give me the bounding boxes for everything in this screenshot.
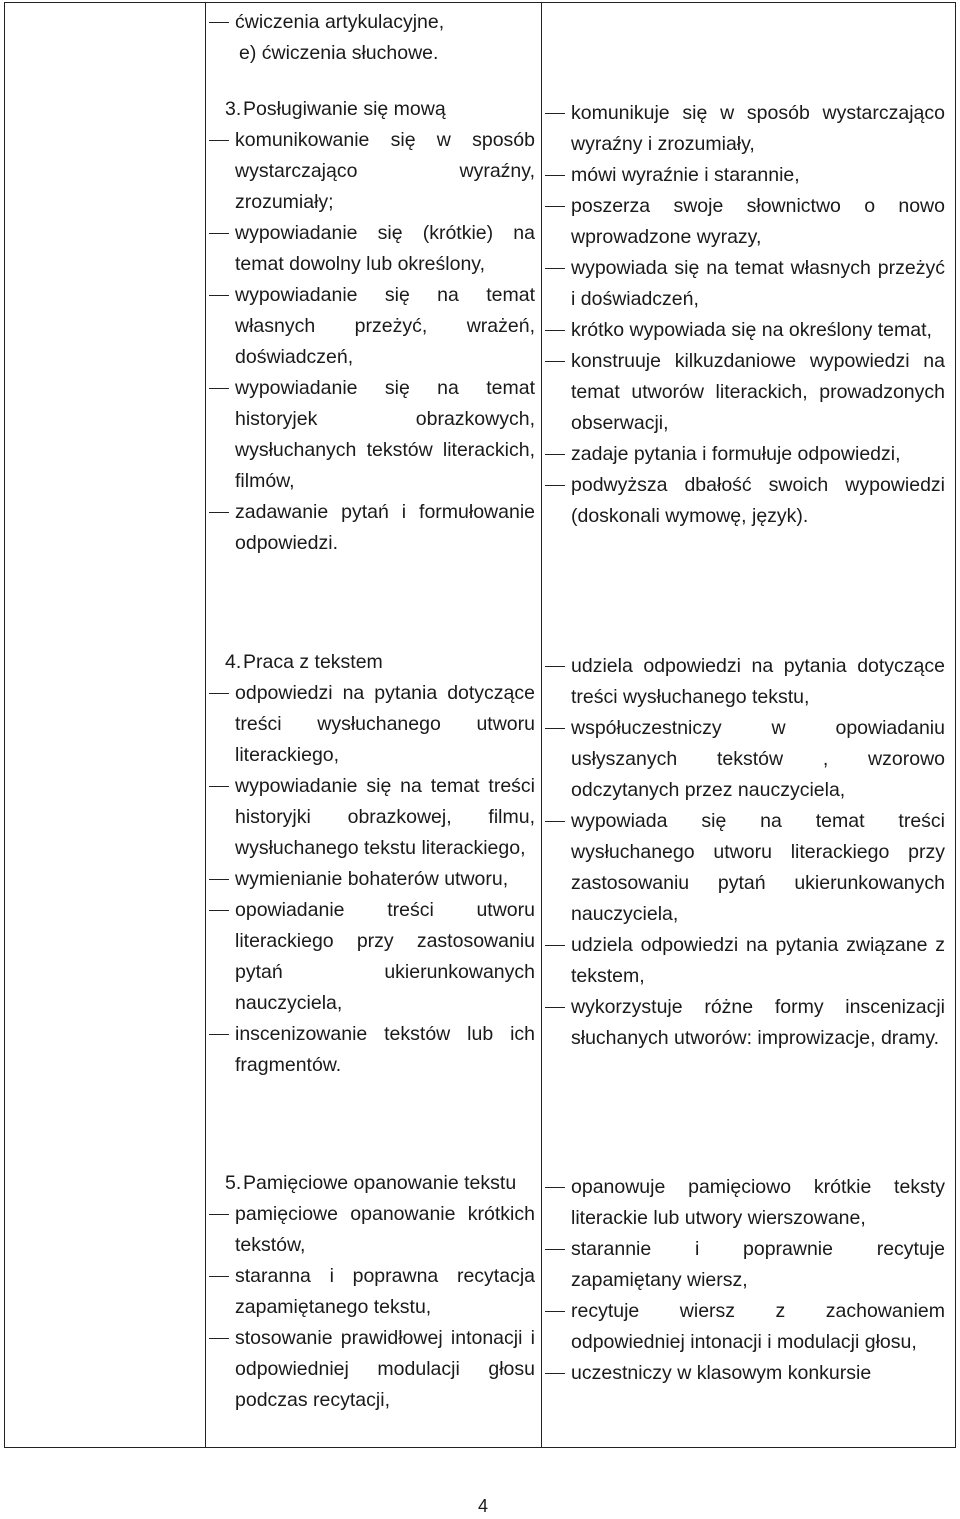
list-item: udziela odpowiedzi na pytania dotyczące treści wysłuchanego tekstu, — [545, 651, 945, 713]
row-continuation-middle — [209, 7, 535, 69]
row-text-work-middle — [209, 647, 535, 1081]
list-item: wymienianie bohaterów utworu, — [209, 864, 535, 895]
list-item: pamięciowe opanowanie krótkich tekstów, — [209, 1199, 535, 1261]
list-item: uczestniczy w klasowym konkursie — [545, 1358, 945, 1389]
section-title: Posługiwanie się mową — [243, 98, 446, 120]
section-title: Pamięciowe opanowanie tekstu — [243, 1172, 517, 1194]
bullet-list — [545, 1172, 945, 1389]
list-item: współuczestniczy w opowiadaniu usłyszanych tekstów , wzorowo odczytanych przez nauczyciela, — [545, 713, 945, 806]
list-item: odpowiedzi na pytania dotyczące treści wysłuchanego utworu literackiego, — [209, 678, 535, 771]
page-number: 4 — [477, 1496, 488, 1516]
section-heading — [209, 1168, 535, 1199]
row-speech-middle — [209, 94, 535, 559]
list-item: wypowiada się na temat treści wysłuchanego utworu literackiego przy zastosowaniu pytań ukierunkowanych nauczyciela, — [545, 806, 945, 930]
bullet-list — [209, 7, 535, 38]
list-item: opanowuje pamięciowo krótkie teksty literackie lub utwory wierszowane, — [545, 1172, 945, 1234]
list-item: wypowiadanie się (krótkie) na temat dowolny lub określony, — [209, 218, 535, 280]
section-number: 3. — [225, 98, 242, 120]
list-item: krótko wypowiada się na określony temat, — [545, 315, 945, 346]
list-item: starannie i poprawnie recytuje zapamiętany wiersz, — [545, 1234, 945, 1296]
section-number: 4. — [225, 651, 242, 673]
list-item: wypowiadanie się na temat historyjek obrazkowych, wysłuchanych tekstów literackich, filmów, — [209, 373, 535, 497]
list-item: stosowanie prawidłowej intonacji i odpowiedniej modulacji głosu podczas recytacji, — [209, 1323, 535, 1416]
list-item: komunikuje się w sposób wystarczająco wyraźny i zrozumiały, — [545, 98, 945, 160]
list-item: wypowiada się na temat własnych przeżyć i doświadczeń, — [545, 253, 945, 315]
section-title: Praca z tekstem — [243, 651, 383, 673]
bullet-list — [209, 1199, 535, 1416]
list-item: opowiadanie treści utworu literackiego przy zastosowaniu pytań ukierunkowanych nauczyciela, — [209, 895, 535, 1019]
bullet-list — [209, 678, 535, 1081]
row-memorization-middle — [209, 1168, 535, 1416]
column-divider-left — [205, 2, 206, 1448]
column-divider-right — [541, 2, 542, 1448]
list-item: inscenizowanie tekstów lub ich fragmentów. — [209, 1019, 535, 1081]
section-heading — [209, 94, 535, 125]
row-memorization-right — [545, 1172, 945, 1389]
bullet-list — [545, 651, 945, 1054]
list-item: ćwiczenia artykulacyjne, — [209, 7, 535, 38]
section-number: 5. — [225, 1172, 242, 1194]
list-item: konstruuje kilkuzdaniowe wypowiedzi na temat utworów literackich, prowadzonych obserwacji, — [545, 346, 945, 439]
list-item: recytuje wiersz z zachowaniem odpowiedniej intonacji i modulacji głosu, — [545, 1296, 945, 1358]
list-item: wykorzystuje różne formy inscenizacji słuchanych utworów: improwizacje, dramy. — [545, 992, 945, 1054]
list-item: zadaje pytania i formułuje odpowiedzi, — [545, 439, 945, 470]
row-text-work-right — [545, 651, 945, 1054]
row-speech-right — [545, 98, 945, 532]
bullet-list — [209, 125, 535, 559]
section-heading — [209, 647, 535, 678]
list-item: podwyższa dbałość swoich wypowiedzi (doskonali wymowę, język). — [545, 470, 945, 532]
list-item: zadawanie pytań i formułowanie odpowiedzi. — [209, 497, 535, 559]
list-item: mówi wyraźnie i starannie, — [545, 160, 945, 191]
list-item: komunikowanie się w sposób wystarczająco wyraźny, zrozumiały; — [209, 125, 535, 218]
list-item: wypowiadanie się na temat treści historyjki obrazkowej, filmu, wysłuchanego tekstu literackiego, — [209, 771, 535, 864]
list-extra-item: e) ćwiczenia słuchowe. — [239, 42, 439, 64]
list-item: wypowiadanie się na temat własnych przeżyć, wrażeń, doświadczeń, — [209, 280, 535, 373]
list-item: udziela odpowiedzi na pytania związane z tekstem, — [545, 930, 945, 992]
bullet-list — [545, 98, 945, 532]
list-item: staranna i poprawna recytacja zapamiętanego tekstu, — [209, 1261, 535, 1323]
list-item: poszerza swoje słownictwo o nowo wprowadzone wyrazy, — [545, 191, 945, 253]
